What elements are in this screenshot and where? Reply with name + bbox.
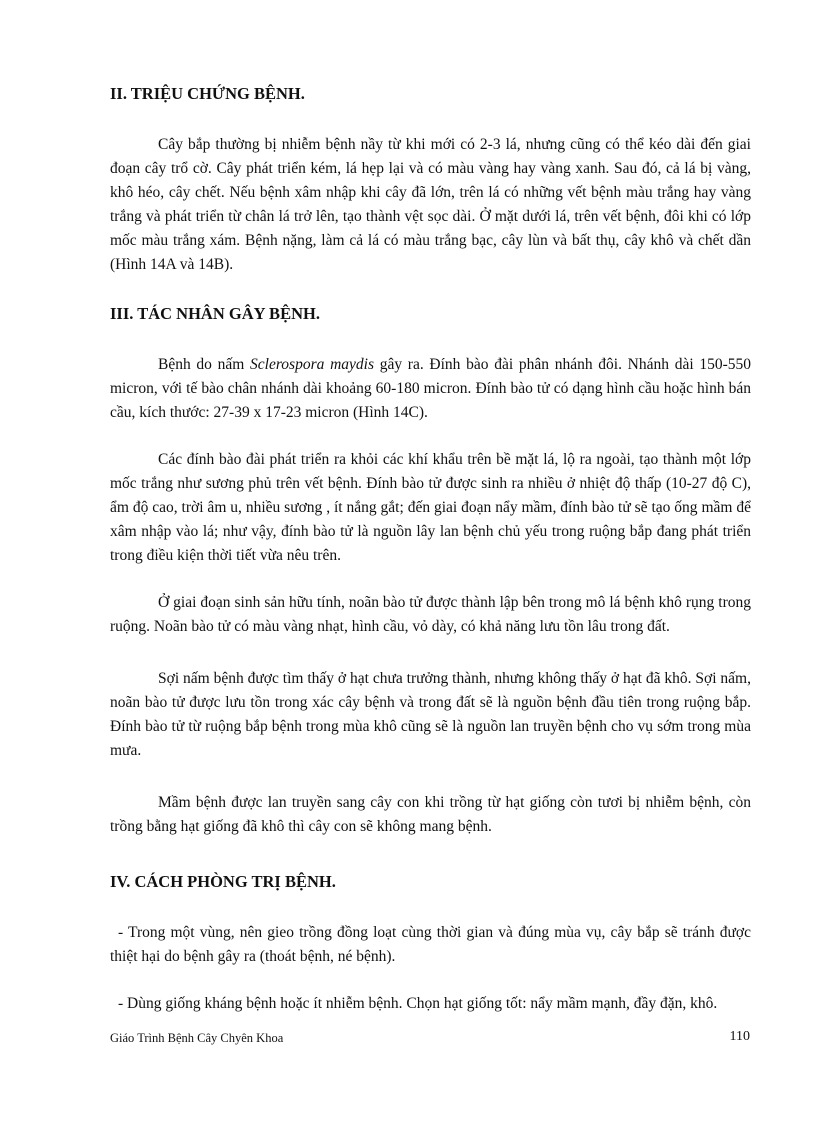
section-heading-phong-tri: IV. CÁCH PHÒNG TRỊ BỆNH. <box>110 872 336 891</box>
paragraph-tac-nhan-4: Sợi nấm bệnh được tìm thấy ở hạt chưa trưởng thành, nhưng không thấy ở hạt đã khô. Sợi nấm, noãn bào tử được lưu tồn trong xác cây bệnh và trong đất sẽ là nguồn bệnh đầu tiên trong ruộng bắp. Đính bào tử từ ruộng bắp bệnh trong mùa khô cũng sẽ là nguồn lan truyền bệnh cho vụ sớm trong mùa mưa. <box>110 670 751 759</box>
page-content <box>110 82 751 1016</box>
paragraph-tac-nhan-5: Mầm bệnh được lan truyền sang cây con khi trồng từ hạt giống còn tươi bị nhiễm bệnh, còn trồng bằng hạt giống đã khô thì cây con sẽ không mang bệnh. <box>110 794 751 835</box>
paragraph-tac-nhan-1-pre: Bệnh do nấm <box>158 356 251 373</box>
paragraph-phong-tri-2: - Dùng giống kháng bệnh hoặc ít nhiễm bệnh. Chọn hạt giống tốt: nẩy mầm mạnh, đầy đặn, khô. <box>118 995 718 1012</box>
paragraph-tac-nhan-1 <box>110 353 751 425</box>
paragraph-phong-tri-1: - Trong một vùng, nên gieo trồng đồng loạt cùng thời gian và đúng mùa vụ, cây bắp sẽ tránh được thiệt hại do bệnh gây ra (thoát bệnh, né bệnh). <box>110 924 751 965</box>
paragraph-tac-nhan-3: Ở giai đoạn sinh sản hữu tính, noãn bào tử được thành lập bên trong mô lá bệnh khô rụng trong ruộng. Noãn bào tử có màu vàng nhạt, hình cầu, vỏ dày, có khả năng lưu tồn lâu trong đất. <box>110 594 751 635</box>
section-heading-trieu-chung: II. TRIỆU CHỨNG BỆNH. <box>110 84 305 103</box>
footer-page-number: 110 <box>729 1029 750 1044</box>
section-heading-tac-nhan: III. TÁC NHÂN GÂY BỆNH. <box>110 304 320 323</box>
paragraph-tac-nhan-2: Các đính bào đài phát triển ra khỏi các khí khẩu trên bề mặt lá, lộ ra ngoài, tạo thành một lớp mốc trắng như sương phủ trên vết bệnh. Đính bào tử được sinh ra nhiều ở nhiệt độ thấp (10-27 độ C), ẩm độ cao, trời âm u, nhiều sương , ít nắng gắt; đến giai đoạn nẩy mầm, đính bào tử sẽ tạo ống mầm để xâm nhập vào lá; như vậy, đính bào tử là nguồn lây lan bệnh chủ yếu trong ruộng bắp đang phát triển trong điều kiện thời tiết vừa nêu trên. <box>110 451 751 564</box>
species-name: Sclerospora maydis <box>250 356 374 373</box>
paragraph-tac-nhan-1-post: gây ra. Đính bào đài phân nhánh đôi. Nhánh dài 150-550 micron, với tế bào chân nhánh dài khoảng 60-180 micron. Đính bào tử có dạng hình cầu hoặc hình bán cầu, kích thước: 27-39 x 17-23 micron (Hình 14C). <box>110 356 752 421</box>
paragraph-trieu-chung: Cây bắp thường bị nhiễm bệnh nầy từ khi mới có 2-3 lá, nhưng cũng có thể kéo dài đến giai đoạn cây trổ cờ. Cây phát triển kém, lá hẹp lại và có màu vàng hay vàng xanh. Sau đó, cả lá bị vàng, khô héo, cây chết. Nếu bệnh xâm nhập khi cây đã lớn, trên lá có những vết bệnh màu trắng hay vàng trắng và phát triển từ chân lá trở lên, tạo thành vệt sọc dài. Ở mặt dưới lá, trên vết bệnh, đôi khi có lớp mốc màu trắng xám. Bệnh nặng, làm cả lá có màu trắng bạc, cây lùn và bất thụ, cây khô và chết dần (Hình 14A và 14B). <box>110 136 751 273</box>
footer-book-title: Giáo Trình Bệnh Cây Chyên Khoa <box>110 1031 284 1045</box>
